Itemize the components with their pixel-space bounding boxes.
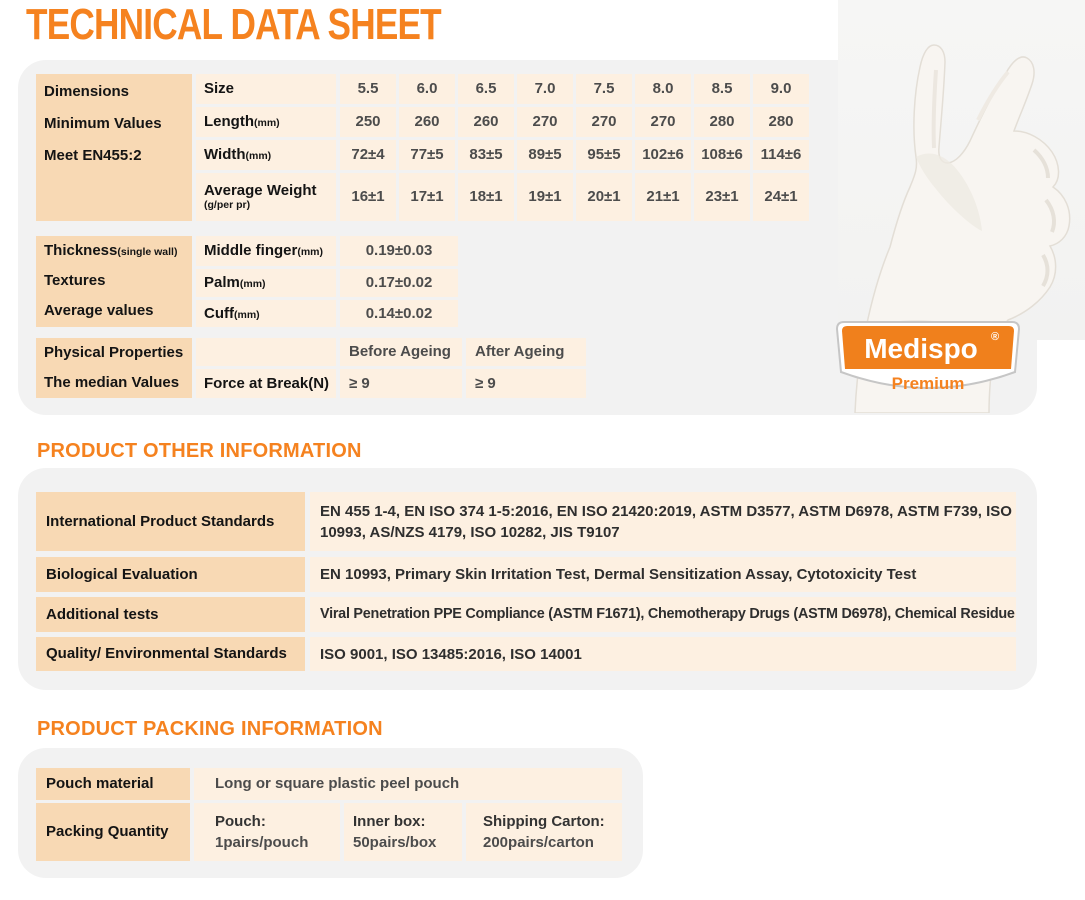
thickness-header-line: Average values <box>44 302 154 319</box>
row-label-palm: Palm(mm) <box>196 269 336 297</box>
packing-quantity-pouch: Pouch: 1pairs/pouch <box>194 803 340 861</box>
other-info-value: EN 455 1-4, EN ISO 374 1-5:2016, EN ISO 21420:2019, ASTM D3577, ASTM D6978, ASTM F739, ISO 10993, AS/NZS 4179, ISO 10282, JIS T9107 <box>310 492 1016 551</box>
width-value: 114±6 <box>753 140 809 170</box>
physical-header-line: Physical Properties <box>44 344 184 361</box>
col-header-after-ageing: After Ageing <box>466 338 586 366</box>
packing-quantity-label: Packing Quantity <box>36 803 190 861</box>
row-label-cuff: Cuff(mm) <box>196 300 336 327</box>
size-value: 8.5 <box>694 74 750 104</box>
size-value: 8.0 <box>635 74 691 104</box>
length-value: 270 <box>635 107 691 137</box>
dimensions-header-line: Dimensions <box>44 83 130 100</box>
width-value: 72±4 <box>340 140 396 170</box>
other-info-value: EN 10993, Primary Skin Irritation Test, Dermal Sensitization Assay, Cytotoxicity Test <box>310 557 1016 592</box>
weight-value: 17±1 <box>399 173 455 221</box>
weight-value: 24±1 <box>753 173 809 221</box>
thickness-header-cell <box>36 236 192 327</box>
page-title: TECHNICAL DATA SHEET <box>26 0 441 49</box>
weight-value: 16±1 <box>340 173 396 221</box>
row-label-size: Size <box>196 74 336 104</box>
size-value: 6.5 <box>458 74 514 104</box>
width-value: 89±5 <box>517 140 573 170</box>
brand-name: Medispo <box>864 333 978 364</box>
physical-empty-cell <box>196 338 336 366</box>
packing-heading: PRODUCT PACKING INFORMATION <box>37 718 383 740</box>
other-info-value: Viral Penetration PPE Compliance (ASTM F1671), Chemotherapy Drugs (ASTM D6978), Chemical Residue <box>310 597 1016 632</box>
pouch-material-label: Pouch material <box>36 768 190 800</box>
size-value: 7.0 <box>517 74 573 104</box>
row-label-average-weight: Average Weight (g/per pr) <box>196 173 336 221</box>
dimensions-header-line: Meet EN455:2 <box>44 147 142 164</box>
width-value: 108±6 <box>694 140 750 170</box>
thickness-value: 0.17±0.02 <box>340 269 458 297</box>
other-info-label: Biological Evaluation <box>36 557 305 592</box>
dimensions-header-cell <box>36 74 192 221</box>
col-header-before-ageing: Before Ageing <box>340 338 462 366</box>
pouch-material-value: Long or square plastic peel pouch <box>194 768 622 800</box>
thickness-value: 0.19±0.03 <box>340 236 458 266</box>
size-value: 7.5 <box>576 74 632 104</box>
force-value-after: ≥ 9 <box>466 369 586 398</box>
other-info-label: Quality/ Environmental Standards <box>36 637 305 671</box>
packing-quantity-inner-box: Inner box: 50pairs/box <box>344 803 462 861</box>
weight-value: 20±1 <box>576 173 632 221</box>
row-label-width: Width(mm) <box>196 140 336 170</box>
other-info-heading: PRODUCT OTHER INFORMATION <box>37 440 362 462</box>
brand-tier: Premium <box>891 374 965 393</box>
other-info-label: International Product Standards <box>36 492 305 551</box>
width-value: 102±6 <box>635 140 691 170</box>
length-value: 260 <box>399 107 455 137</box>
physical-header-line: The median Values <box>44 374 180 391</box>
registered-mark: ® <box>990 331 1000 343</box>
weight-value: 21±1 <box>635 173 691 221</box>
size-value: 6.0 <box>399 74 455 104</box>
size-value: 9.0 <box>753 74 809 104</box>
length-value: 270 <box>517 107 573 137</box>
width-value: 77±5 <box>399 140 455 170</box>
size-value: 5.5 <box>340 74 396 104</box>
length-value: 270 <box>576 107 632 137</box>
weight-value: 23±1 <box>694 173 750 221</box>
weight-value: 18±1 <box>458 173 514 221</box>
packing-quantity-carton: Shipping Carton: 200pairs/carton <box>466 803 622 861</box>
row-label-force-at-break: Force at Break(N) <box>196 369 336 398</box>
length-value: 280 <box>694 107 750 137</box>
other-info-value: ISO 9001, ISO 13485:2016, ISO 14001 <box>310 637 1016 671</box>
force-value-before: ≥ 9 <box>340 369 462 398</box>
physical-header-cell <box>36 338 192 398</box>
thickness-value: 0.14±0.02 <box>340 300 458 327</box>
width-value: 83±5 <box>458 140 514 170</box>
length-value: 280 <box>753 107 809 137</box>
brand-badge <box>832 320 1024 402</box>
row-label-middle-finger: Middle finger(mm) <box>196 236 336 266</box>
row-label-length: Length(mm) <box>196 107 336 137</box>
length-value: 250 <box>340 107 396 137</box>
length-value: 260 <box>458 107 514 137</box>
thickness-header-line: Thickness(single wall) <box>44 242 178 259</box>
other-info-label: Additional tests <box>36 597 305 632</box>
weight-value: 19±1 <box>517 173 573 221</box>
dimensions-header-line: Minimum Values <box>44 115 162 132</box>
width-value: 95±5 <box>576 140 632 170</box>
thickness-header-line: Textures <box>44 272 106 289</box>
